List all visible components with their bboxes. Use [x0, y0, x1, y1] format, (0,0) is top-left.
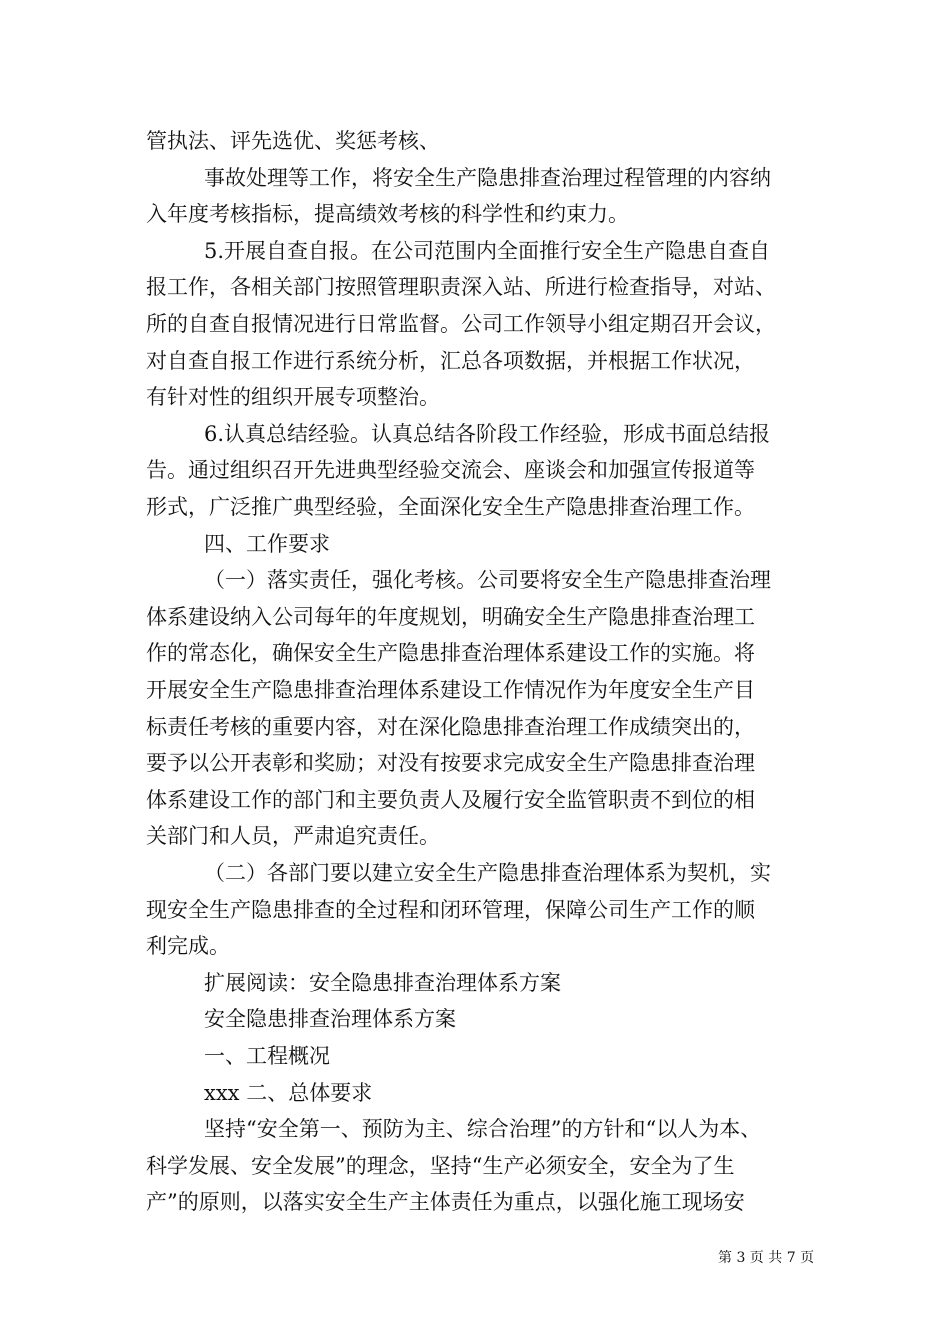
paragraph-line: 对自查自报工作进行系统分析，汇总各项数据，并根据工作状况，	[146, 349, 755, 373]
paragraph-line: 现安全生产隐患排查的全过程和闭环管理，保障公司生产工作的顺	[146, 898, 755, 922]
paragraph-line: 科学发展、安全发展”的理念，坚持“生产必须安全，安全为了生	[146, 1154, 735, 1178]
paragraph-line: 坚持“安全第一、预防为主、综合治理”的方针和“以人为本、	[204, 1117, 762, 1141]
paragraph-line: 四、工作要求	[204, 532, 330, 556]
paragraph-line: 关部门和人员，严肃追究责任。	[146, 824, 440, 848]
paragraph-line: 形式，广泛推广典型经验，全面深化安全生产隐患排查治理工作。	[146, 495, 755, 519]
paragraph-line: 6.认真总结经验。认真总结各阶段工作经验，形成书面总结报	[204, 422, 771, 446]
paragraph-line: 所的自查自报情况进行日常监督。公司工作领导小组定期召开会议，	[146, 312, 776, 336]
paragraph-line: 体系建设纳入公司每年的年度规划，明确安全生产隐患排查治理工	[146, 605, 755, 629]
paragraph-line: 体系建设工作的部门和主要负责人及履行安全监管职责不到位的相	[146, 788, 755, 812]
paragraph-line: xxx 二、总体要求	[204, 1081, 373, 1105]
paragraph-line: 开展安全生产隐患排查治理体系建设工作情况作为年度安全生产目	[146, 678, 755, 702]
paragraph-line: 作的常态化，确保安全生产隐患排查治理体系建设工作的实施。将	[146, 641, 755, 665]
paragraph-line: 有针对性的组织开展专项整治。	[146, 385, 440, 409]
paragraph-line: 标责任考核的重要内容，对在深化隐患排查治理工作成绩突出的，	[146, 715, 755, 739]
paragraph-line: 利完成。	[146, 934, 230, 958]
paragraph-line: 一、工程概况	[204, 1044, 330, 1068]
paragraph-line: 事故处理等工作，将安全生产隐患排查治理过程管理的内容纳	[204, 166, 771, 190]
paragraph-line: 入年度考核指标，提高绩效考核的科学性和约束力。	[146, 202, 629, 226]
paragraph-line: 管执法、评先选优、奖惩考核、	[146, 129, 440, 153]
paragraph-line: 安全隐患排查治理体系方案	[204, 1007, 456, 1031]
paragraph-line: 产”的原则，以落实安全生产主体责任为重点，以强化施工现场安	[146, 1190, 745, 1214]
page-number: 第 3 页 共 7 页	[718, 1250, 815, 1266]
paragraph-line: 告。通过组织召开先进典型经验交流会、座谈会和加强宣传报道等	[146, 458, 755, 482]
paragraph-line: （一）落实责任，强化考核。公司要将安全生产隐患排查治理	[204, 568, 771, 592]
paragraph-line: （二）各部门要以建立安全生产隐患排查治理体系为契机，实	[204, 861, 771, 885]
paragraph-line: 5.开展自查自报。在公司范围内全面推行安全生产隐患自查自	[204, 239, 771, 263]
paragraph-line: 扩展阅读：安全隐患排查治理体系方案	[204, 971, 561, 995]
paragraph-line: 报工作，各相关部门按照管理职责深入站、所进行检查指导，对站、	[146, 275, 776, 299]
paragraph-line: 要予以公开表彰和奖励；对没有按要求完成安全生产隐患排查治理	[146, 751, 755, 775]
